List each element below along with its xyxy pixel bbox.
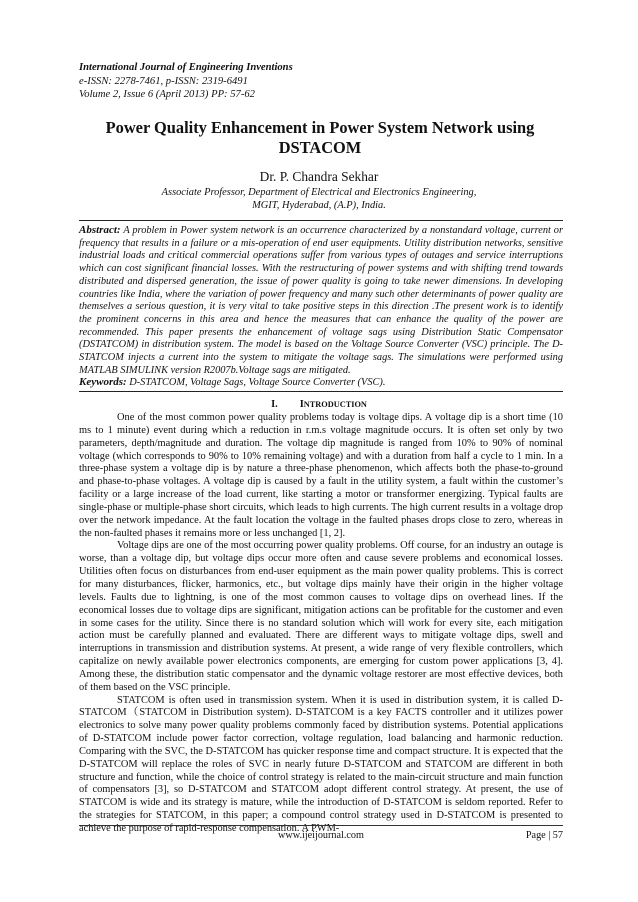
section-heading	[0, 399, 638, 410]
journal-header	[79, 61, 293, 102]
affiliation-line-2: MGIT, Hyderabad, (A.P), India.	[252, 200, 386, 211]
footer-website: www.ijeijournal.com	[278, 830, 364, 841]
paper-title: Power Quality Enhancement in Power System Network using DSTACOM	[105, 118, 535, 157]
journal-name: International Journal of Engineering Inventions	[79, 62, 293, 73]
section-title	[300, 399, 367, 410]
author-name: Dr. P. Chandra Sekhar	[259, 169, 379, 184]
paragraph-2: Voltage dips are one of the most occurring power quality problems. Off course, for an industry an outage is worse, than a voltage dip, but voltage dips occur more often and cause severe problems and economical losses. Utilities often focus on disturbances from end-user equipment as the main power quality problems. This is correct for many disturbances, flicker, harmonics, etc., but voltage dips mainly have their origin in the higher voltage levels. Faults due to lightning, is one of the most common causes to voltage dips on overhead lines. If the economical losses due to voltage dips are significant, mitigation actions can be profitable for the customer and even in some cases for the utility. Since there is no standard solution which will work for every site, each mitigation action must be carefully planned and evaluated. There are different ways to mitigate voltage dips, swell and interruptions in transmission and distribution systems. At present, a wide range of very flexible controllers, which capitalize on newly available power electronics components, are emerging for custom power applications [3, 4]. Among these, the distribution static compensator and the dynamic voltage restorer are most effective devices, both of them based on the VSC principle.	[79, 540, 563, 693]
author-affiliation	[0, 186, 638, 212]
journal-volume: Volume 2, Issue 6 (April 2013) PP: 57-62	[79, 89, 255, 101]
abstract-label: Abstract:	[79, 224, 121, 236]
keywords	[79, 376, 563, 388]
body-text	[79, 412, 563, 836]
section-title-initial: I	[299, 399, 304, 410]
footer-page-number: Page | 57	[525, 830, 563, 841]
abstract-top-rule	[79, 220, 563, 221]
abstract-text: A problem in Power system network is an occurrence characterized by a nonstandard voltage, current or frequency that results in a failure or a mis-operation of end user equipments. Utility distribution networks, sensitive industrial loads and critical commercial operations suffer from various types of outages and service interruptions which can cost significant financial losses. With the restructuring of power systems and with shifting trend towards distributed and dispersed generation, the issue of power quality is going to take newer dimensions. In developing countries like India, where the variation of power frequency and many such other determinants of power quality are themselves a serious question, it is very vital to take positive steps in this direction .The present work is to identify the prominent concerns in this area and hence the measures that can enhance the quality of the power are recommended. This paper presents the enhancement of voltage sags using Distribution Static Compensator (DSTATCOM) in distribution system. The model is based on the Voltage Source Converter (VSC) principle. The D-STATCOM injects a current into the system to mitigate the voltage sags. The simulations were performed using MATLAB SIMULINK version R2007b.Voltage sags are mitigated.	[79, 225, 563, 376]
keywords-text: D-STATCOM, Voltage Sags, Voltage Source Converter (VSC).	[126, 377, 386, 388]
journal-issn: e-ISSN: 2278-7461, p-ISSN: 2319-6491	[79, 75, 248, 87]
keywords-label: Keywords:	[79, 376, 127, 388]
paragraph-1: One of the most common power quality problems today is voltage dips. A voltage dip is a short time (10 ms to 1 minute) event during which a reduction in r.m.s voltage magnitude occurs. It is often set only by two parameters, depth/magnitude and duration. The voltage dip magnitude is ranged from 10% to 90% of nominal voltage (which corresponds to 90% to 10% remaining voltage) and with a duration from half a cycle to 1 min. In a three-phase system a voltage dip is by nature a three-phase phenomenon, which affects both the phase-to-ground and phase-to-phase voltages. A voltage dip is caused by a fault in the utility system, a fault within the customer’s facility or a large increase of the load current, like starting a motor or transformer energizing. Typical faults are single-phase or multiple-phase short circuits, which leads to high currents. The high current results in a voltage drop over the network impedance. At the fault location the voltage in the faulted phases drops close to zero, whereas in the non-faulted phases it remains more or less unchanged [1, 2].	[79, 412, 563, 539]
affiliation-line-1: Associate Professor, Department of Electrical and Electronics Engineering,	[161, 187, 477, 198]
page-footer	[79, 825, 563, 846]
abstract	[79, 224, 563, 377]
paragraph-3: STATCOM is often used in transmission system. When it is used in distribution system, it is called D-STATCOM（STATCOM in Distribution system). D-STATCOM is a key FACTS controller and it utilizes power electronics to solve many power quality problems commonly faced by distribution systems. Potential applications of D-STATCOM include power factor correction, voltage regulation, load balancing and harmonic reduction. Comparing with the SVC, the D-STATCOM has quicker response time and compact structure. It is expected that the D-STATCOM will replace the roles of SVC in nearly future D-STATCOM and STATCOM are different in both structure and function, while the choice of control strategy is related to the main-circuit structure and main function of compensators [3], so D-STATCOM and STATCOM adopt different control strategy. At present, the use of STATCOM is wide and its strategy is mature, while the introduction of D-STATCOM is seldom reported. Refer to the strategies for STATCOM, in this paper; a compound control strategy used in D-STATCOM is presented to achieve the purpose of rapid-response compensation. A PWM-	[79, 694, 563, 834]
section-title-rest: NTRODUCTION	[303, 400, 367, 409]
section-number: I.	[271, 399, 278, 410]
keywords-bottom-rule	[79, 391, 563, 392]
